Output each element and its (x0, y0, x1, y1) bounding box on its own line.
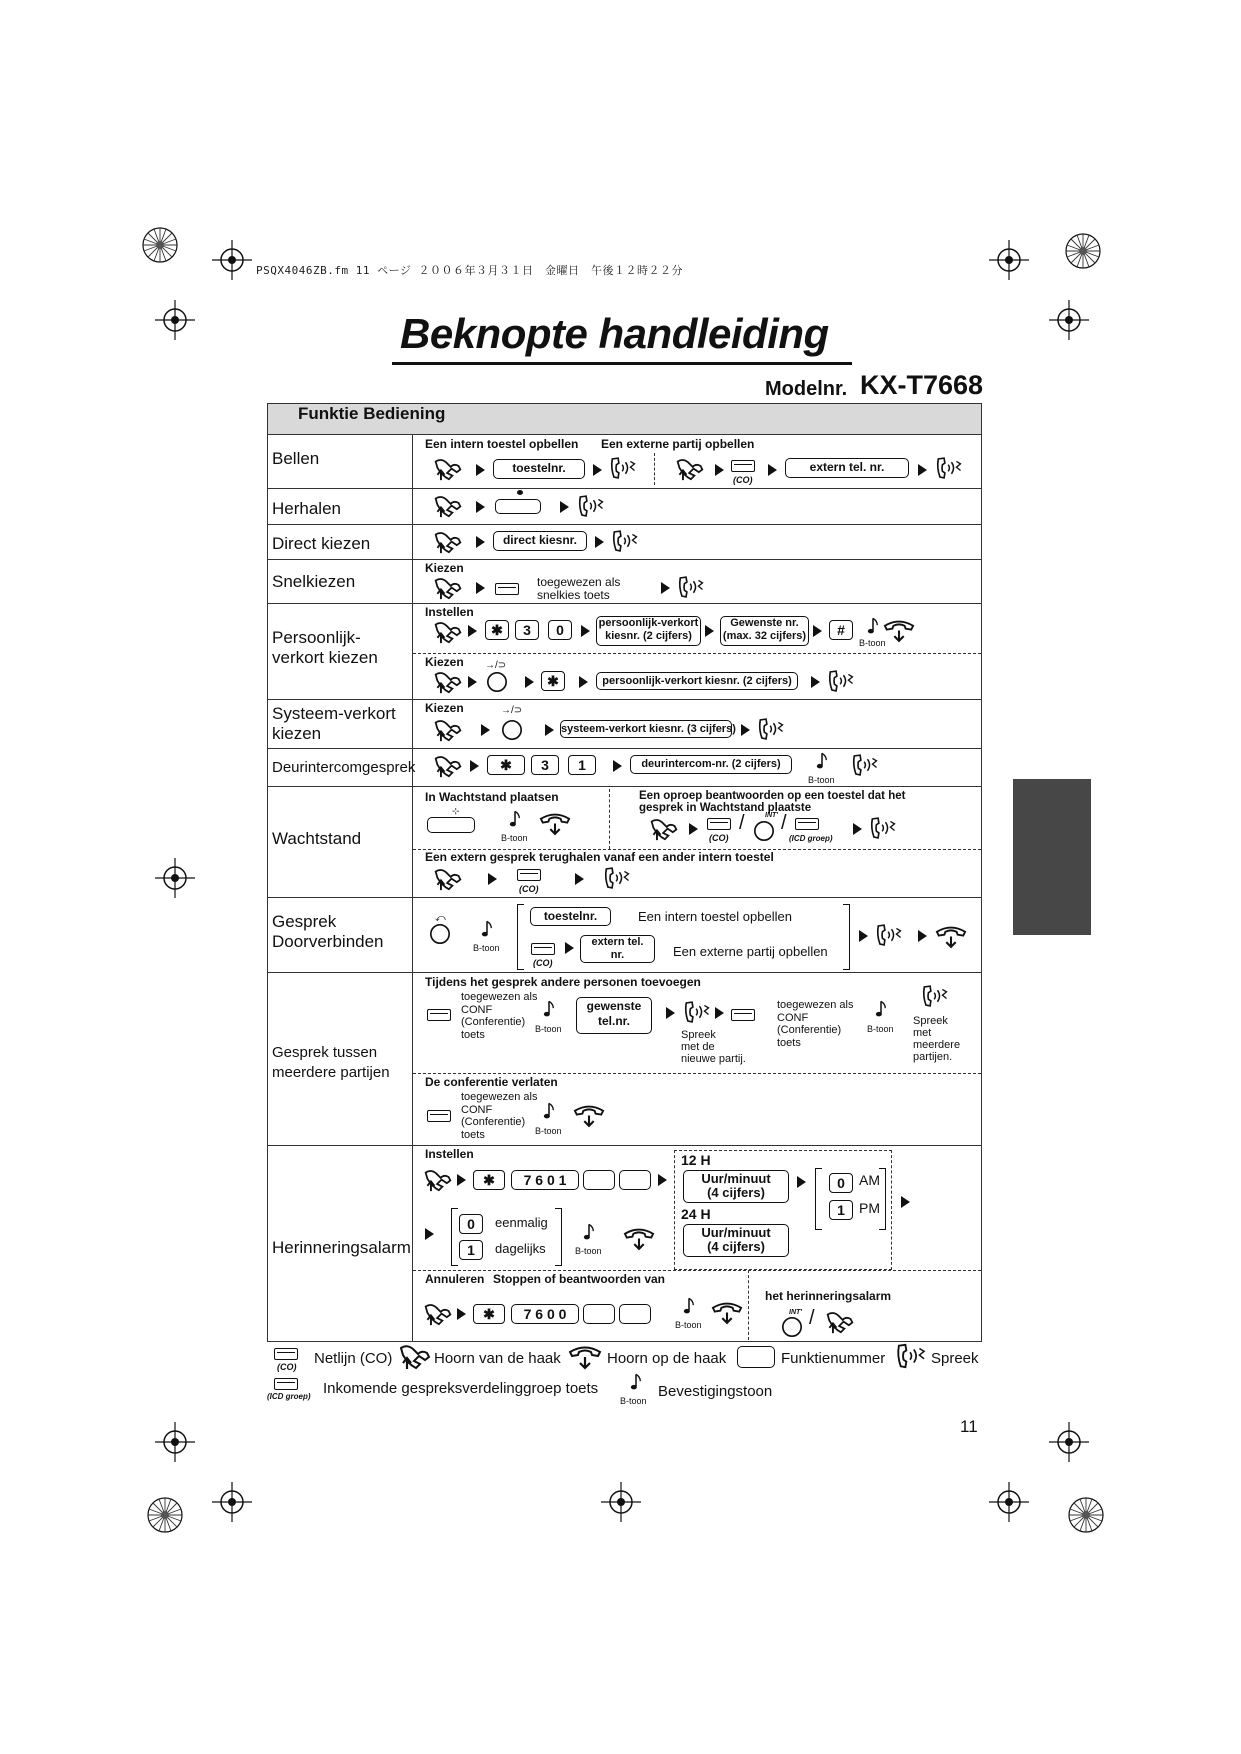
intercom-button-icon (753, 820, 775, 842)
flash-auto-icon: →/⊃ (485, 660, 507, 671)
btoon-caption: B-toon (535, 1126, 562, 1136)
transfer-button-icon (429, 923, 451, 945)
section-tab (1013, 779, 1091, 935)
conf-text-4: toets (777, 1036, 801, 1049)
offhook-icon (433, 494, 463, 519)
registration-sun-icon (1063, 231, 1103, 271)
hold-key-icon[interactable] (427, 817, 475, 833)
co-key-icon (707, 818, 731, 830)
key-extern-telnr: extern tel. nr. (785, 458, 909, 478)
legend-offhook: Hoorn van de haak (434, 1350, 561, 1367)
conf-key-icon (427, 1110, 451, 1122)
digit-1: 1 (558, 1172, 567, 1188)
conf-text (777, 999, 853, 1049)
conf-text-3: (Conferentie) (777, 1024, 842, 1036)
registration-mark-icon (212, 1482, 252, 1522)
heading-beantwoorden-2: gesprek in Wachtstand plaatste (639, 802, 812, 814)
btoon-note-icon (816, 751, 828, 771)
key-toestelnr: toestelnr. (493, 459, 585, 479)
key-extern-telnr (580, 935, 655, 963)
talk-icon (921, 983, 949, 1009)
legend-icd-caption: (ICD groep) (267, 1392, 311, 1401)
slash-text: / (809, 1307, 815, 1329)
registration-mark-icon (601, 1482, 641, 1522)
spreek-nieuw-3: nieuwe partij. (681, 1053, 746, 1065)
row-herhalen (268, 489, 982, 525)
int-caption: INT' (789, 1309, 802, 1316)
conf-text (461, 1091, 537, 1141)
conf-text-2: CONF (777, 1011, 809, 1024)
key-pv-kiesnr (596, 616, 701, 646)
label-12h: 12 H (681, 1152, 711, 1168)
heading-kiezen: Kiezen (425, 655, 464, 669)
key-gewenste-nr (720, 616, 809, 646)
label-systeem-1: Systeem-verkort (272, 704, 396, 723)
row-alarm (268, 1146, 982, 1342)
spreek-meerdere-2: met (913, 1027, 932, 1039)
row-meerdere (268, 973, 982, 1146)
key-1: 1 (459, 1240, 483, 1260)
key-1: 1 (568, 755, 596, 775)
offhook-icon (423, 1168, 453, 1193)
legend-func: Funktienummer (781, 1350, 886, 1367)
key-gn-line1: Gewenste nr. (730, 617, 799, 629)
legend-talk: Spreek (931, 1350, 979, 1367)
row-direct (268, 525, 982, 560)
onhook-icon (883, 618, 915, 643)
legend-icd: Inkomende gespreksverdelinggroep toets (323, 1380, 599, 1397)
offhook-icon (423, 1302, 453, 1327)
offhook-icon (433, 867, 463, 892)
btoon-caption: B-toon (867, 1024, 894, 1034)
registration-sun-icon (145, 1495, 185, 1535)
snelkies-text2: snelkies toets (537, 588, 610, 602)
key-extern-line2: nr. (610, 949, 625, 961)
conf-text-4: toets (461, 1128, 485, 1141)
conf-text-4: toets (461, 1028, 485, 1041)
row-snelkiezen (268, 560, 982, 604)
heading-instellen: Instellen (425, 605, 474, 619)
label-meerdere-1: Gesprek tussen (272, 1044, 378, 1061)
slash-text: / (739, 812, 745, 834)
talk-icon (827, 668, 855, 694)
co-key-icon (731, 460, 755, 472)
onhook-icon (568, 1344, 602, 1370)
btoon-note-icon (583, 1222, 595, 1242)
co-caption: (CO) (519, 884, 539, 894)
spreek-meerdere (913, 1015, 960, 1063)
key-gn-line2: (max. 32 cijfers) (722, 630, 807, 642)
conf-text-2: CONF (461, 1103, 493, 1116)
function-key-icon (737, 1346, 775, 1368)
offhook-icon (398, 1343, 432, 1371)
offhook-icon (433, 457, 463, 482)
key-hash: # (829, 620, 853, 640)
onhook-icon (573, 1103, 605, 1128)
header-col2: Bediening (363, 404, 446, 423)
key-systeem-kiesnr: systeem-verkort kiesnr. (3 cijfers) (560, 720, 732, 738)
btoon-caption: B-toon (535, 1024, 562, 1034)
btoon-note-icon (683, 1296, 695, 1316)
offhook-icon (433, 718, 463, 743)
key-gewenste-telnr (576, 997, 652, 1034)
registration-mark-icon (989, 1482, 1029, 1522)
talk-icon (611, 528, 639, 554)
registration-mark-icon (989, 240, 1029, 280)
spreek-meerdere-3: meerdere (913, 1039, 961, 1051)
heading-intern: Een intern toestel opbellen (425, 437, 579, 451)
registration-mark-icon (212, 240, 252, 280)
digit-6: 6 (535, 1306, 544, 1322)
co-caption: (CO) (733, 475, 753, 485)
label-herhalen: Herhalen (272, 499, 341, 518)
icd-key-icon (795, 818, 819, 830)
heading-plaatsen: In Wachtstand plaatsen (425, 790, 559, 804)
btoon-caption: B-toon (859, 638, 886, 648)
page-title: Beknopte handleiding (400, 310, 829, 357)
talk-icon (683, 999, 711, 1025)
conf-key-icon (731, 1009, 755, 1021)
label-meerdere-2: meerdere partijen (272, 1064, 390, 1081)
icd-key-icon (274, 1378, 298, 1390)
talk-icon (895, 1342, 927, 1370)
offhook-icon (433, 576, 463, 601)
key-3: 3 (531, 755, 559, 775)
digit-7: 7 (523, 1306, 532, 1322)
heading-instellen: Instellen (425, 1147, 474, 1161)
btoon-caption: B-toon (575, 1246, 602, 1256)
registration-sun-icon (1066, 1495, 1106, 1535)
co-caption: (CO) (709, 833, 729, 843)
key-7601 (511, 1170, 579, 1190)
btoon-caption: B-toon (675, 1320, 702, 1330)
heading-annuleren: Annuleren (425, 1272, 485, 1286)
label-persoonlijk-2: verkort kiezen (272, 648, 378, 667)
heading-stoppen: Stoppen of beantwoorden van (493, 1272, 666, 1286)
legend-confirm: Bevestigingstoon (658, 1383, 773, 1400)
hm-line2: (4 cijfers) (707, 1239, 765, 1254)
spreek-nieuw (681, 1029, 746, 1065)
onhook-icon (623, 1226, 655, 1251)
talk-icon (869, 815, 897, 841)
btoon-note-icon (543, 1101, 555, 1121)
auto-dial-button-icon (486, 671, 508, 693)
row-wachtstand (268, 787, 982, 898)
label-deur: Deurintercomgesprek (272, 759, 416, 776)
btoon-caption: B-toon (501, 833, 528, 843)
digit-0: 0 (558, 1306, 567, 1322)
co-caption: (CO) (533, 958, 553, 968)
auto-dial-button-icon (501, 719, 523, 741)
heading-terughalen: Een extern gesprek terughalen vanaf een ander intern toestel (425, 850, 774, 864)
key-star: ✱ (487, 755, 525, 775)
label-doorverbinden-1: Gesprek (272, 912, 337, 931)
key-pv-kiesnr-dial: persoonlijk-verkort kiesnr. (2 cijfers) (596, 672, 798, 690)
offhook-icon (433, 670, 463, 695)
label-doorverbinden-2: Doorverbinden (272, 932, 384, 951)
offhook-icon (433, 620, 463, 645)
label-pm: PM (859, 1200, 880, 1216)
key-3: 3 (515, 620, 539, 640)
onhook-icon (539, 811, 571, 836)
snelkies-text1: toegewezen als (537, 575, 621, 589)
heading-beantwoorden-1: Een oproep beantwoorden op een toestel dat het (639, 790, 906, 802)
label-snelkiezen: Snelkiezen (272, 572, 356, 591)
hm-line1: Uur/minuut (701, 1225, 771, 1240)
label-direct: Direct kiezen (272, 534, 371, 553)
page-number: 11 (960, 1417, 978, 1436)
row-doorverbinden (268, 898, 982, 973)
talk-icon (609, 455, 637, 481)
key-star: ✱ (473, 1170, 505, 1190)
btoon-note-icon (867, 616, 879, 636)
key-direct-kiesnr: direct kiesnr. (493, 531, 587, 551)
key-7600 (511, 1304, 579, 1324)
digit-6: 6 (535, 1172, 544, 1188)
legend-btoon-caption: B-toon (620, 1396, 647, 1406)
int-caption: INT' (765, 812, 778, 819)
slash-text: / (781, 812, 787, 834)
legend-co-caption: (CO) (277, 1362, 297, 1372)
registration-mark-icon (155, 1422, 195, 1462)
talk-icon (757, 716, 785, 742)
talk-icon (577, 493, 605, 519)
registration-mark-icon (155, 300, 195, 340)
key-0: 0 (459, 1214, 483, 1234)
btoon-note-icon (481, 919, 493, 939)
label-eenmalig: eenmalig (495, 1215, 548, 1230)
conf-text-1: toegewezen als (461, 1091, 538, 1103)
key-0: 0 (829, 1173, 853, 1193)
key-1: 1 (829, 1200, 853, 1220)
key-pv-line1: persoonlijk-verkort (598, 617, 699, 629)
legend-onhook: Hoorn op de haak (607, 1350, 727, 1367)
offhook-icon (433, 530, 463, 555)
onhook-icon (711, 1300, 743, 1325)
key-star: ✱ (541, 671, 565, 691)
hold-mark-icon: ⊹ (452, 806, 460, 816)
registration-sun-icon (140, 225, 180, 265)
speed-key-icon (495, 583, 519, 595)
heading-kiezen: Kiezen (425, 561, 464, 575)
btoon-note-icon (543, 999, 555, 1019)
operation-table (267, 403, 982, 1342)
btoon-note-icon (509, 809, 521, 829)
redial-led-icon (517, 490, 523, 495)
heading-toevoegen: Tijdens het gesprek andere personen toevoegen (425, 975, 701, 989)
intercom-button-icon (781, 1316, 803, 1338)
conf-text-3: (Conferentie) (461, 1016, 526, 1028)
btoon-caption: B-toon (808, 775, 835, 785)
row-systeem (268, 700, 982, 749)
co-key-icon (274, 1348, 298, 1360)
label-alarm: Herinneringsalarm (272, 1238, 411, 1257)
label-am: AM (859, 1172, 880, 1188)
key-star: ✱ (473, 1304, 505, 1324)
co-key-icon (531, 943, 555, 955)
label-bellen: Bellen (272, 449, 320, 468)
hm-line1: Uur/minuut (701, 1171, 771, 1186)
offhook-icon (825, 1310, 855, 1335)
talk-icon (851, 752, 879, 778)
offhook-icon (675, 457, 705, 482)
spreek-meerdere-1: Spreek (913, 1015, 948, 1027)
offhook-icon (433, 754, 463, 779)
blank-key-icon (583, 1304, 615, 1324)
key-deurintercom-nr: deurintercom-nr. (2 cijfers) (630, 755, 792, 774)
model-label: Modelnr. (765, 378, 848, 400)
co-key-icon (517, 869, 541, 881)
conf-key-icon (427, 1009, 451, 1021)
heading-kiezen: Kiezen (425, 701, 464, 715)
label-systeem-2: kiezen (272, 724, 322, 743)
talk-icon (677, 574, 705, 600)
key-uur-minuut-12 (683, 1170, 789, 1203)
row-deur (268, 749, 982, 787)
conf-text-1: toegewezen als (461, 991, 538, 1003)
label-wachtstand: Wachtstand (272, 829, 362, 848)
digit-7: 7 (523, 1172, 532, 1188)
key-gew-line2: tel.nr. (597, 1014, 630, 1028)
blank-key-icon (583, 1170, 615, 1190)
conf-text-3: (Conferentie) (461, 1116, 526, 1128)
registration-mark-icon (1049, 300, 1089, 340)
conf-text-1: toegewezen als (777, 999, 854, 1011)
table-header (268, 404, 982, 435)
talk-icon (603, 865, 631, 891)
spreek-nieuw-2: met de (681, 1041, 715, 1053)
flash-auto-icon: →/⊃ (501, 705, 523, 716)
title-underline (392, 362, 852, 365)
text-extern-opbellen: Een externe partij opbellen (673, 944, 828, 959)
onhook-icon (935, 924, 967, 949)
label-dagelijks: dagelijks (495, 1241, 546, 1256)
print-header: PSQX4046ZB.fm 11 ページ ２００６年３月３１日 金曜日 午後１２時２２分 (256, 264, 683, 277)
offhook-icon (649, 817, 679, 842)
spreek-nieuw-1: Spreek (681, 1029, 716, 1041)
heading-stoppen-2: het herinneringsalarm (765, 1289, 892, 1303)
key-0: 0 (548, 620, 572, 640)
talk-icon (935, 455, 963, 481)
blank-key-icon (619, 1170, 651, 1190)
row-persoonlijk (268, 604, 982, 700)
registration-mark-icon (1049, 1422, 1089, 1462)
btoon-caption: B-toon (473, 943, 500, 953)
btoon-note-icon (630, 1372, 642, 1392)
key-pv-line2: kiesnr. (2 cijfers) (605, 630, 692, 642)
key-uur-minuut-24 (683, 1224, 789, 1257)
label-24h: 24 H (681, 1206, 711, 1222)
icd-caption: (ICD groep) (789, 834, 833, 843)
digit-0: 0 (546, 1306, 555, 1322)
digit-0: 0 (546, 1172, 555, 1188)
spreek-meerdere-4: partijen. (913, 1051, 953, 1063)
talk-icon (875, 922, 903, 948)
hm-line2: (4 cijfers) (707, 1185, 765, 1200)
model-value: KX-T7668 (860, 370, 984, 400)
key-gew-line1: gewenste (586, 999, 642, 1013)
row-bellen (268, 435, 982, 489)
registration-mark-icon (155, 858, 195, 898)
key-star: ✱ (485, 620, 509, 640)
heading-verlaten: De conferentie verlaten (425, 1075, 558, 1089)
btoon-note-icon (875, 999, 887, 1019)
key-toestelnr: toestelnr. (530, 907, 611, 926)
label-persoonlijk-1: Persoonlijk- (272, 628, 361, 647)
conf-text-2: CONF (461, 1003, 493, 1016)
text-intern-opbellen: Een intern toestel opbellen (638, 909, 792, 924)
key-extern-line1: extern tel. (591, 936, 644, 948)
legend-co: Netlijn (CO) (314, 1350, 393, 1367)
redial-key-icon[interactable] (495, 499, 541, 514)
header-col1: Funktie (298, 404, 359, 423)
transfer-mark-icon: ⤺ (435, 913, 446, 924)
conf-text (461, 991, 537, 1041)
blank-key-icon (619, 1304, 651, 1324)
heading-extern: Een externe partij opbellen (601, 437, 755, 451)
